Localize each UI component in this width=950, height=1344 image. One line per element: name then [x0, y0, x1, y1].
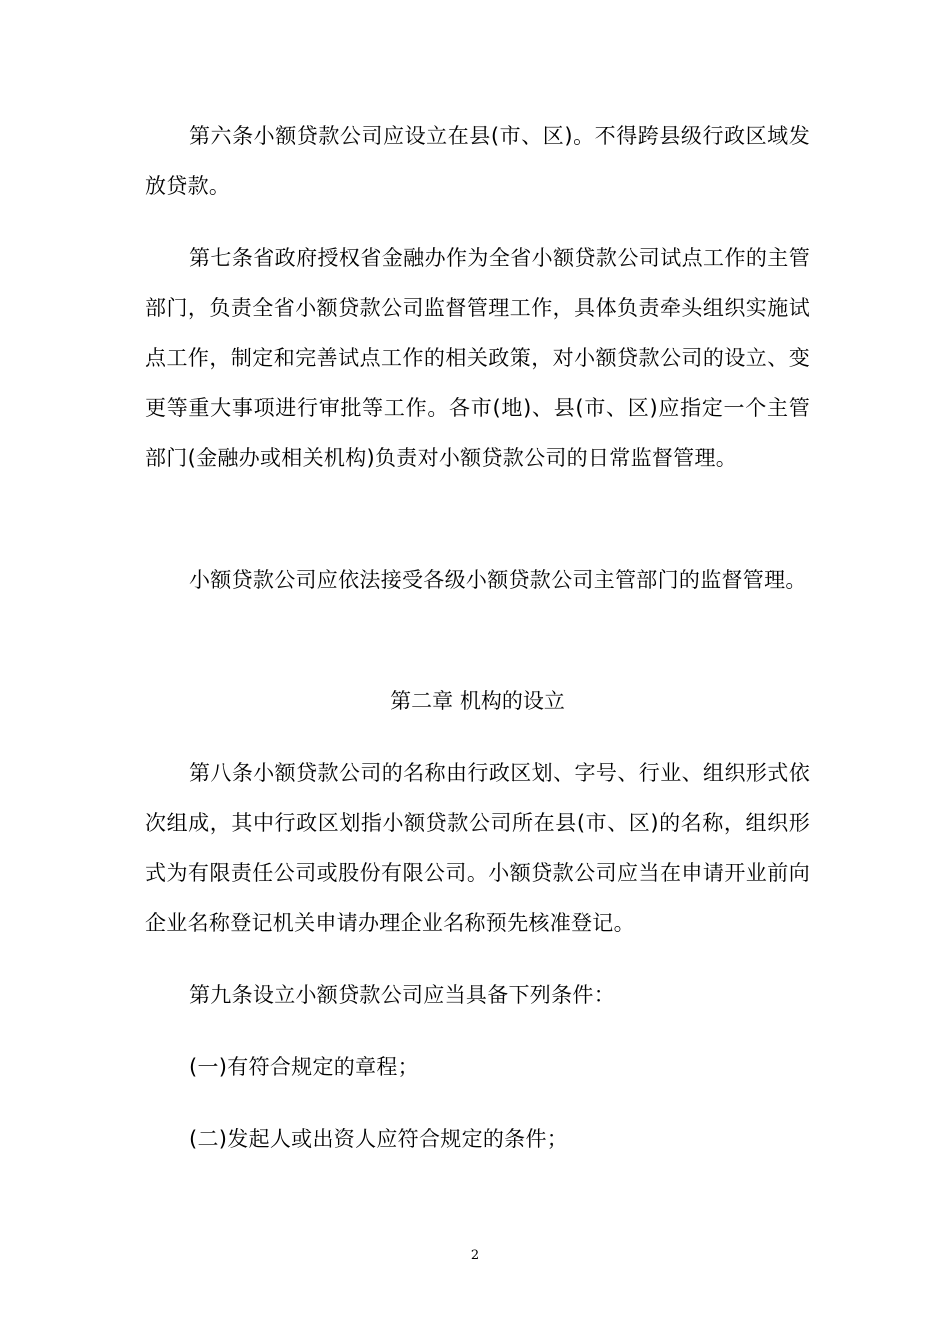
page-number: 2	[470, 1248, 480, 1263]
paragraph-supervision: 小额贷款公司应依法接受各级小额贷款公司主管部门的监督管理。	[189, 568, 807, 592]
list-item-2: (二)发起人或出资人应符合规定的条件；	[189, 1127, 569, 1151]
paragraph-article-9: 第九条设立小额贷款公司应当具备下列条件：	[189, 983, 615, 1007]
paragraph-article-7: 第七条省政府授权省金融办作为全省小额贷款公司试点工作的主管部门，负责全省小额贷款公司监督管理工作，具体负责牵头组织实施试点工作，制定和完善试点工作的相关政策，对小额贷款公司的设立、变更等重大事项进行审批等工作。各市(地)、县(市、区)应指定一个主管部门(金融办或相关机构)负责对小额贷款公司的日常监督管理。	[145, 246, 810, 470]
paragraph-article-8: 第八条小额贷款公司的名称由行政区划、字号、行业、组织形式依次组成，其中行政区划指小额贷款公司所在县(市、区)的名称，组织形式为有限责任公司或股份有限公司。小额贷款公司应当在申请开业前向企业名称登记机关申请办理企业名称预先核准登记。	[145, 761, 810, 935]
list-item-1: (一)有符合规定的章程；	[189, 1055, 419, 1079]
paragraph-article-6: 第六条小额贷款公司应设立在县(市、区)。不得跨县级行政区域发放贷款。	[145, 124, 810, 198]
chapter-heading: 第二章 机构的设立	[390, 689, 565, 713]
